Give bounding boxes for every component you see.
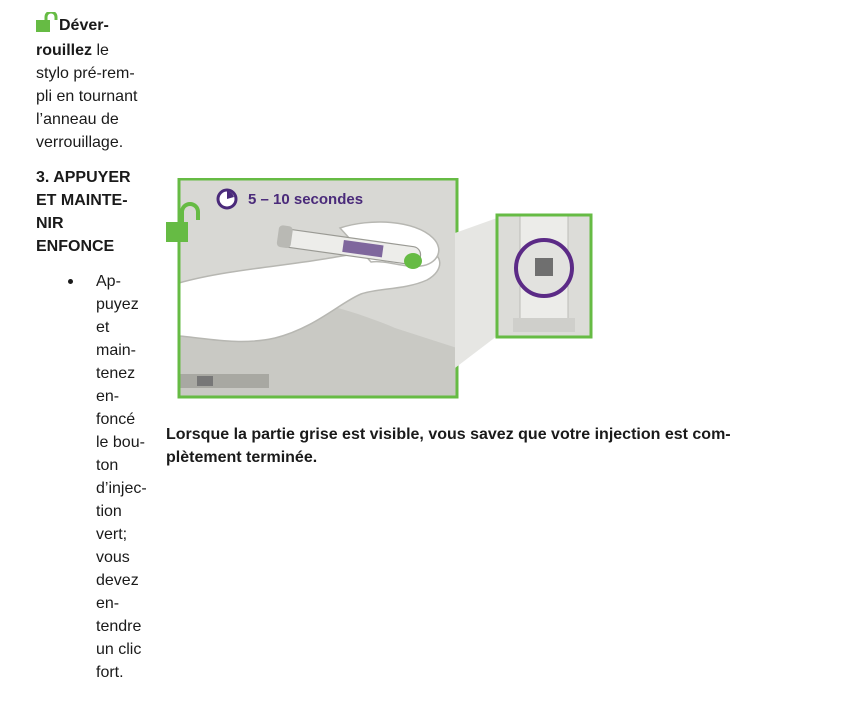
step2-line: verrouillage. [36, 134, 124, 151]
step3-bullet-text [96, 270, 158, 684]
bullet-icon [68, 279, 73, 284]
step2-bold-line1: Déver- [59, 17, 109, 34]
step3-heading-line: ENFONCE [36, 238, 115, 255]
bullet-line: le bou- [96, 434, 145, 451]
gray-indicator [535, 258, 553, 276]
step3-heading-line: 3. APPUYER [36, 169, 131, 186]
bullet-line: foncé [96, 411, 136, 428]
step3-heading-line: ET MAINTE- [36, 192, 128, 209]
bullet-line: vert; [96, 526, 128, 543]
bullet-line: devez [96, 572, 139, 589]
bullet-line: main- [96, 342, 137, 359]
step2-text: le [92, 42, 109, 59]
result-caption [166, 423, 826, 469]
bullet-line: vous [96, 549, 130, 566]
timer-label: 5 – 10 secondes [248, 191, 364, 208]
bullet-line: tenez [96, 365, 136, 382]
step2-line: pli en tournant [36, 88, 138, 105]
bullet-line: Ap- [96, 273, 121, 290]
step2-line: stylo pré-rem- [36, 65, 135, 82]
step2-line: l’anneau de [36, 111, 119, 128]
bullet-line: en- [96, 595, 120, 612]
unlock-icon [36, 12, 58, 39]
step2-paragraph [36, 12, 158, 154]
caption-line: plètement terminée. [166, 449, 318, 466]
bullet-line: tendre [96, 618, 142, 635]
step3-heading-line: NIR [36, 215, 64, 232]
bullet-line: en- [96, 388, 120, 405]
bullet-line: tion [96, 503, 122, 520]
step3-bullet-list [36, 270, 158, 684]
step3-heading [36, 166, 158, 258]
bullet-line: fort. [96, 664, 124, 681]
bullet-line: d’injec- [96, 480, 147, 497]
bullet-line: puyez [96, 296, 139, 313]
bullet-line: et [96, 319, 110, 336]
caption-line: Lorsque la partie grise est visible, vous savez que votre injection est com- [166, 426, 731, 443]
injection-illustration [165, 178, 595, 400]
step2-bold-line2: rouillez [36, 42, 93, 59]
bullet-line: un clic [96, 641, 142, 658]
list-item [36, 270, 158, 684]
timer-icon [218, 190, 236, 208]
green-button [404, 253, 422, 269]
instruction-column [36, 12, 158, 684]
bullet-line: ton [96, 457, 119, 474]
